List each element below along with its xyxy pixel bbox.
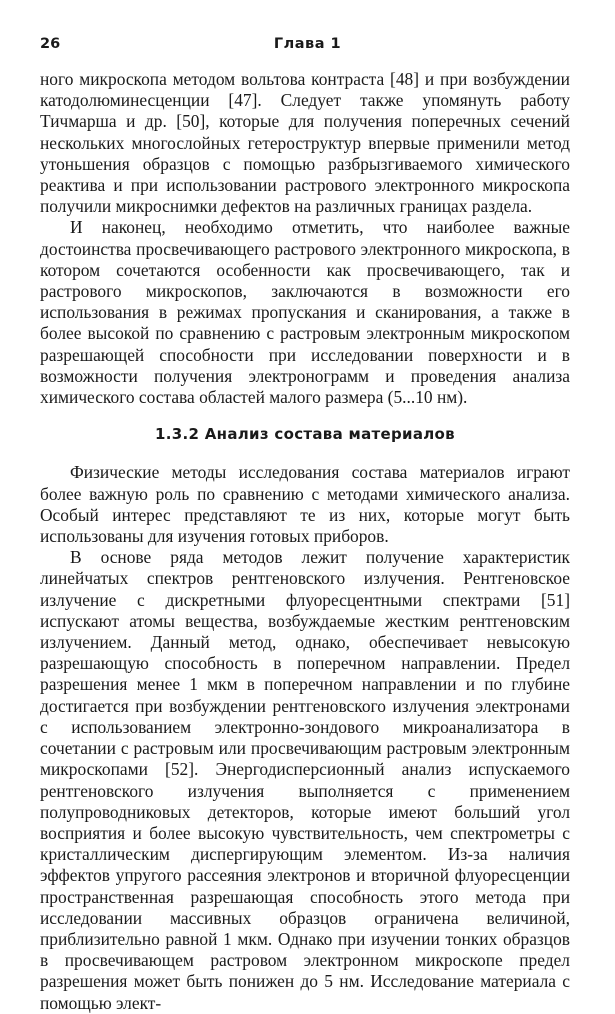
- section-heading: 1.3.2 Анализ состава материалов: [155, 425, 455, 444]
- paragraph-physical-methods: Физические методы исследования состава материалов играют более важную роль по сравнению с методами химического анализа. Особый интерес представляют те из них, которые могут быть использованы для изучения готовых приборов.: [40, 462, 570, 547]
- paragraph-xray-methods: В основе ряда методов лежит получение характеристик линейчатых спектров рентгеновского излучения. Рентгеновское излучение с дискретными флуоресцентными спектрами [51] испускают атомы вещества, возбуждаемые жестким рентгеновским излучением. Данный метод, однако, обеспечивает невысокую разрешающую способность в поперечном направлении. Предел разрешения менее 1 мкм в поперечном направлении и по глубине достигается при возбуждении рентгеновского излучения электронами с использованием электронно-зондового микроанализатора в сочетании с растровым или просвечивающим растровым электронным микроскопами [52]. Энергодисперсионный анализ испускаемого рентгеновского излучения выполняется с применением полупроводниковых детекторов, которые имеют больший угол восприятия и более высокую чувствительность, чем спектрометры с кристаллическим диспергирующим элементом. Из-за наличия эффектов упругого рассеяния электронов и вторичной флуоресценции пространственная разрешающая способность этого метода при исследовании массивных образцов ограничена величиной, приблизительно равной 1 мкм. Однако при изучении тонких образцов в просвечивающем растровом электронном микроскопе предел разрешения может быть понижен до 5 нм. Исследование материала с помощью элект-: [40, 547, 570, 1013]
- paragraph-continued: ного микроскопа методом вольтова контраста [48] и при возбуждении катодолюминесценции [47]. Следует также упомянуть работу Тичмарша и др. [50], которые для получения поперечных сечений нескольких многослойных гетероструктур впервые применили метод утоньшения образцов с помощью разбрызгиваемого химического реактива и при использовании растрового электронного микроскопа получили микроснимки дефектов на различных границах раздела.: [40, 69, 570, 217]
- paragraph-conclusion: И наконец, необходимо отметить, что наиболее важные достоинства просвечивающего растрового электронного микроскопа, в котором сочетаются особенности как просвечивающего, так и растрового микроскопов, заключаются в возможности его использования в режимах пропускания и сканирования, а также в более высокой по сравнению с растровым электронным микроскопом разрешающей способности при исследовании поверхности и в возможности получения электронограмм и проведения анализа химического состава областей малого размера (5...10 нм).: [40, 217, 570, 408]
- page-header: [40, 34, 575, 56]
- page-number: 26: [40, 36, 61, 52]
- page-body: [40, 69, 570, 1014]
- running-head: Глава 1: [273, 36, 342, 52]
